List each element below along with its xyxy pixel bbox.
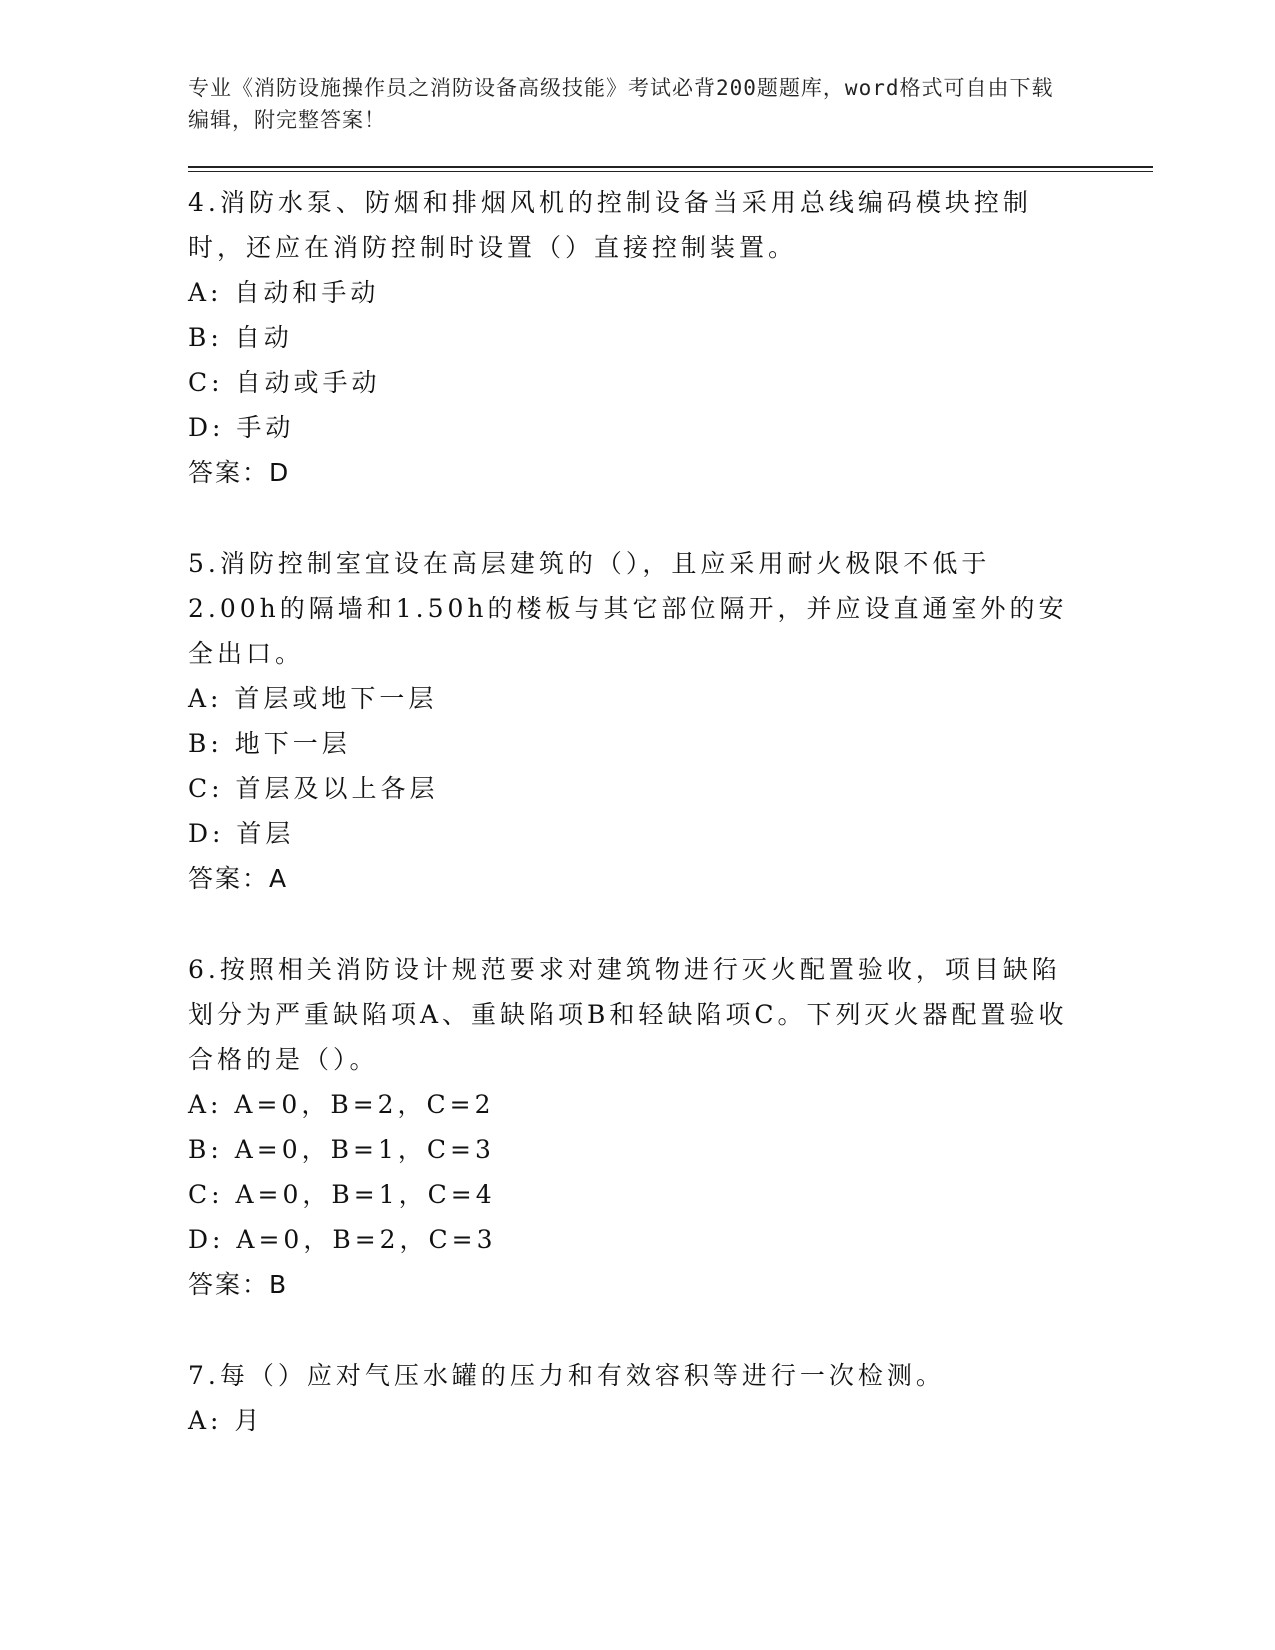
question-text: 6.按照相关消防设计规范要求对建筑物进行灭火配置验收，项目缺陷划分为严重缺陷项A、重缺陷项B和轻缺陷项C。下列灭火器配置验收合格的是（）。 [188, 955, 1068, 1074]
option-b: B: 地下一层 [188, 729, 351, 758]
option-b: B: 自动 [188, 323, 293, 352]
answer: 答案：D [188, 458, 291, 487]
option-c: C: A=0，B=1，C=4 [188, 1180, 496, 1209]
option-a: A: 自动和手动 [188, 278, 380, 307]
question-text: 5.消防控制室宜设在高层建筑的（），且应采用耐火极限不低于2.00h的隔墙和1.50h的楼板与其它部位隔开，并应设直通室外的安全出口。 [188, 549, 1068, 668]
question-6 [188, 947, 1148, 1307]
option-c: C: 自动或手动 [188, 368, 381, 397]
option-b: B: A=0，B=1，C=3 [188, 1135, 495, 1164]
option-d: D: 手动 [188, 413, 295, 442]
option-c: C: 首层及以上各层 [188, 774, 439, 803]
option-a: A: A=0，B=2，C=2 [188, 1090, 495, 1119]
option-d: D: A=0，B=2，C=3 [188, 1225, 497, 1254]
answer: 答案：A [188, 864, 289, 893]
option-a: A: 首层或地下一层 [188, 684, 438, 713]
question-text: 4.消防水泵、防烟和排烟风机的控制设备当采用总线编码模块控制时，还应在消防控制时设置（）直接控制装置。 [188, 188, 1032, 262]
document-page [188, 72, 1148, 1489]
header-divider [188, 166, 1153, 172]
question-5 [188, 541, 1148, 901]
question-text: 7.每（）应对气压水罐的压力和有效容积等进行一次检测。 [188, 1361, 945, 1390]
answer: 答案：B [188, 1270, 289, 1299]
question-list [188, 180, 1148, 1443]
question-4 [188, 180, 1148, 495]
document-header: 专业《消防设施操作员之消防设备高级技能》考试必背200题题库，word格式可自由下载编辑，附完整答案！ [188, 76, 1054, 132]
question-7 [188, 1353, 1148, 1443]
option-d: D: 首层 [188, 819, 295, 848]
option-a: A: 月 [188, 1406, 264, 1435]
